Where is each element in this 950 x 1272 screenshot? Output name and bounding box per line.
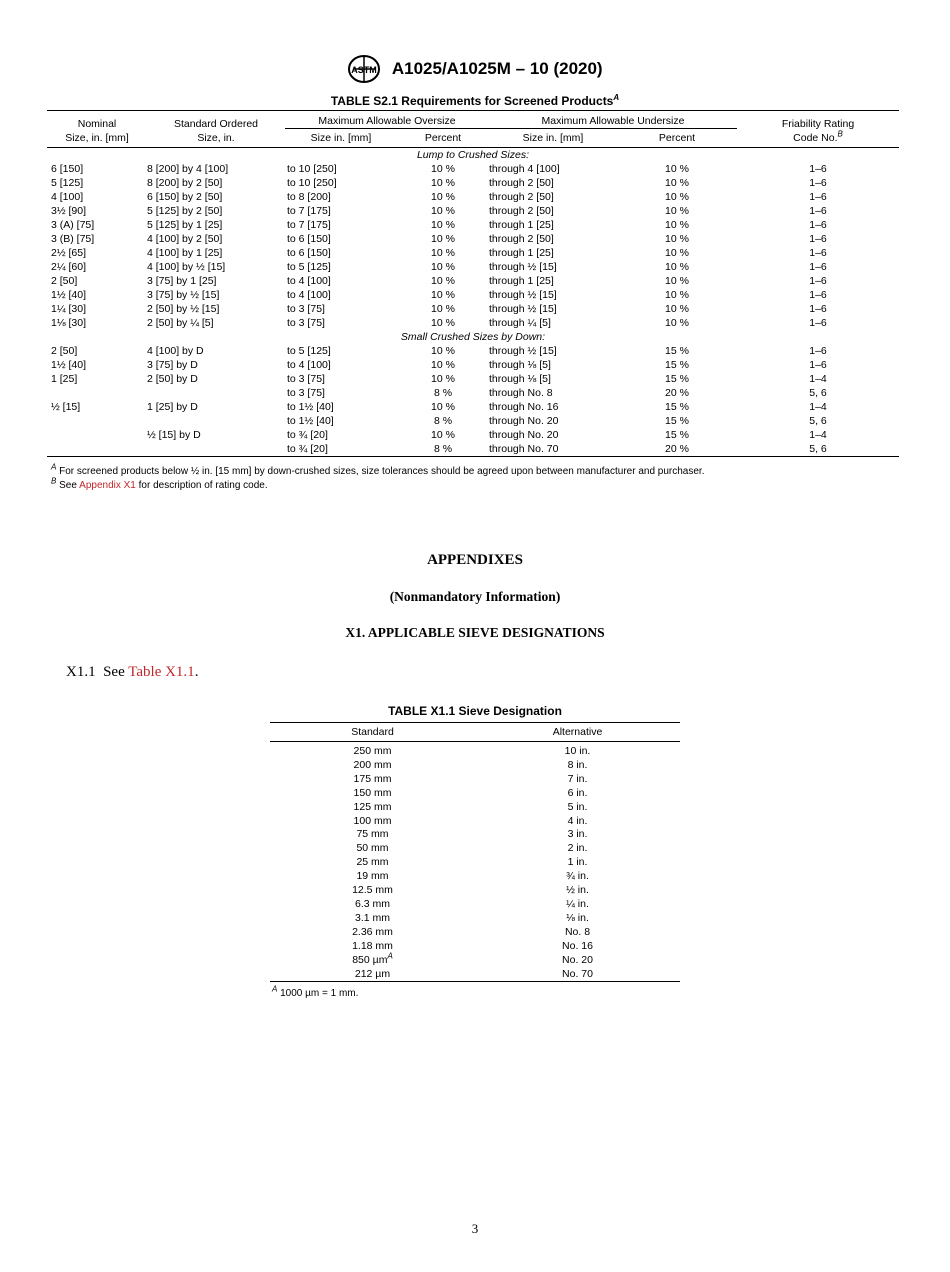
table-cell: 1–6 xyxy=(809,191,827,203)
table-cell: 1–6 xyxy=(809,359,827,371)
section-label: Small Crushed Sizes by Down: xyxy=(400,331,546,343)
table-cell: to 10 [250] xyxy=(287,177,337,189)
section-row xyxy=(47,330,899,344)
table-cell: 10 % xyxy=(431,247,455,259)
table-cell: through ½ [15] xyxy=(489,303,557,315)
table-cell: through 4 [100] xyxy=(489,163,560,175)
table-cell: 1–6 xyxy=(809,275,827,287)
table-cell: through 2 [50] xyxy=(489,205,554,217)
appendix-x1-link[interactable]: Appendix X1 xyxy=(79,480,136,491)
table-cell: ⅛ in. xyxy=(566,911,589,924)
page-header xyxy=(0,54,950,84)
section-row xyxy=(47,148,899,163)
table-cell: 1 [25] by D xyxy=(147,401,198,413)
table-cell: to 4 [100] xyxy=(287,275,331,287)
table-cell: 10 % xyxy=(665,261,689,273)
table-s21-body xyxy=(47,148,899,457)
table-cell: through ½ [15] xyxy=(489,261,557,273)
table-cell: 6 [150] xyxy=(51,163,84,175)
table-cell: 10 % xyxy=(431,205,455,217)
table-cell: through 2 [50] xyxy=(489,191,554,203)
table-cell: 10 % xyxy=(665,191,689,203)
table-cell: No. 8 xyxy=(564,925,591,938)
footnote-ref: A xyxy=(387,951,393,961)
table-cell xyxy=(47,428,147,442)
table-cell: 10 % xyxy=(665,233,689,245)
table-row xyxy=(270,773,680,787)
table-x11-footnote: $^A$ 1000 µm = 1 mm. xyxy=(272,984,359,999)
table-cell: 10 % xyxy=(431,191,455,203)
table-cell: 7 in. xyxy=(567,772,588,785)
table-cell: to 3 [75] xyxy=(287,373,325,385)
table-cell: No. 16 xyxy=(562,939,593,952)
table-cell: through ½ [15] xyxy=(489,289,557,301)
table-cell: 1 in. xyxy=(567,856,588,869)
table-cell: 2.36 mm xyxy=(352,925,393,938)
table-cell: 5 in. xyxy=(567,800,588,813)
table-cell: 2½ [65] xyxy=(51,247,87,259)
table-cell: to 4 [100] xyxy=(287,289,331,301)
table-row xyxy=(47,246,899,260)
table-x11-body xyxy=(270,742,680,982)
col-alternative: Alternative xyxy=(552,726,603,738)
table-cell: 10 % xyxy=(665,177,689,189)
table-cell: 1–6 xyxy=(809,219,827,231)
table-cell: 4 [100] by 2 [50] xyxy=(147,233,223,245)
table-cell: through ⅛ [5] xyxy=(489,373,551,385)
table-cell: to 10 [250] xyxy=(287,163,337,175)
table-cell: 4 [100] by ½ [15] xyxy=(147,261,226,273)
table-cell: through No. 20 xyxy=(489,429,559,441)
table-row xyxy=(270,968,680,982)
table-x1-1-link[interactable]: Table X1.1 xyxy=(128,664,195,680)
table-cell: 1–6 xyxy=(809,345,827,357)
table-row xyxy=(47,400,899,414)
table-cell: to 5 [125] xyxy=(287,261,331,273)
table-cell: 212 µm xyxy=(354,967,391,980)
table-cell: 2 [50] by ½ [15] xyxy=(147,303,220,315)
table-cell xyxy=(147,386,285,400)
table-cell: 1–4 xyxy=(809,401,827,413)
table-cell xyxy=(47,386,147,400)
table-cell: 3 [75] by D xyxy=(147,359,198,371)
table-row xyxy=(47,358,899,372)
table-cell: 1.18 mm xyxy=(352,939,393,952)
table-cell: 1–6 xyxy=(809,177,827,189)
table-cell: 6 [150] by 2 [50] xyxy=(147,191,223,203)
table-cell: 15 % xyxy=(665,359,689,371)
table-cell: 10 % xyxy=(431,261,455,273)
table-cell: 250 mm xyxy=(353,745,392,757)
table-cell: 8 [200] by 2 [50] xyxy=(147,177,223,189)
table-cell xyxy=(47,442,147,457)
table-row xyxy=(270,842,680,856)
table-cell: 15 % xyxy=(665,345,689,357)
table-cell: 10 % xyxy=(665,303,689,315)
table-cell: 5 [125] by 2 [50] xyxy=(147,205,223,217)
table-cell: 10 % xyxy=(665,275,689,287)
table-cell: 5, 6 xyxy=(809,443,827,455)
table-s21-title xyxy=(0,94,950,108)
table-cell: to 3 [75] xyxy=(287,317,325,329)
table-row xyxy=(270,815,680,829)
table-cell: 4 [100] by 1 [25] xyxy=(147,247,223,259)
table-cell: 8 [200] by 4 [100] xyxy=(147,163,229,175)
table-row xyxy=(270,884,680,898)
col-oversize-percent: Percent xyxy=(424,132,462,144)
table-cell: No. 20 xyxy=(562,953,593,966)
table-cell: to 1½ [40] xyxy=(287,415,334,427)
table-cell: to 3 [75] xyxy=(287,387,325,399)
table-row xyxy=(47,176,899,190)
table-x11-title: TABLE X1.1 Sieve Designation xyxy=(388,704,562,718)
table-row xyxy=(47,344,899,358)
table-x11 xyxy=(270,722,680,982)
table-cell: 1–6 xyxy=(809,261,827,273)
table-row xyxy=(47,162,899,176)
x1-section-heading: X1. APPLICABLE SIEVE DESIGNATIONS xyxy=(345,625,605,640)
table-cell: 1–6 xyxy=(809,289,827,301)
table-cell: to 1½ [40] xyxy=(287,401,334,413)
table-cell: ½ in. xyxy=(566,884,589,897)
table-cell: 4 [100] by D xyxy=(147,345,204,357)
table-cell: through ¼ [5] xyxy=(489,317,551,329)
table-row xyxy=(47,386,899,400)
table-cell: 10 % xyxy=(665,247,689,259)
table-cell: 10 % xyxy=(431,233,455,245)
table-cell: 10 % xyxy=(665,219,689,231)
table-cell: 8 % xyxy=(433,415,453,427)
table-cell: 10 % xyxy=(431,345,455,357)
table-cell: 10 % xyxy=(431,401,455,413)
table-cell: 2 [50] xyxy=(51,345,78,357)
table-row xyxy=(47,316,899,330)
table-cell: 20 % xyxy=(665,387,689,399)
table-row xyxy=(270,954,680,968)
col-undersize-percent: Percent xyxy=(658,132,696,144)
table-cell: ¼ in. xyxy=(566,897,589,910)
table-s21 xyxy=(47,110,899,457)
table-cell: 10 % xyxy=(431,219,455,231)
table-cell: 25 mm xyxy=(356,856,389,869)
col-oversize-size: Size in. [mm] xyxy=(310,132,372,144)
table-cell: 20 % xyxy=(665,443,689,455)
table-cell: 125 mm xyxy=(353,800,392,813)
table-cell: 1½ [40] xyxy=(51,289,87,301)
col-oversize-group: Maximum Allowable Oversize xyxy=(285,111,489,129)
table-s21-title-text: TABLE S2.1 Requirements for Screened Products xyxy=(330,94,614,108)
table-cell: 15 % xyxy=(665,373,689,385)
table-cell: to ¾ [20] xyxy=(287,429,328,441)
table-cell: 12.5 mm xyxy=(352,884,393,897)
table-cell: through ½ [15] xyxy=(489,345,557,357)
table-cell: 8 % xyxy=(433,387,453,399)
table-cell: 2 in. xyxy=(567,842,588,855)
col-friability: Friability Rating Code No.$^B$ xyxy=(781,118,855,144)
table-cell: 3 (A) [75] xyxy=(51,219,95,231)
table-cell: to 3 [75] xyxy=(287,303,325,315)
table-cell: 75 mm xyxy=(356,828,389,841)
table-cell: 3.1 mm xyxy=(354,911,390,924)
table-cell: 10 % xyxy=(665,205,689,217)
table-cell: to ¾ [20] xyxy=(287,443,328,455)
table-cell: 100 mm xyxy=(353,814,392,827)
table-cell: 10 % xyxy=(431,289,455,301)
table-row xyxy=(270,870,680,884)
table-cell: 5 [125] by 1 [25] xyxy=(147,219,223,231)
table-cell: 1–4 xyxy=(809,429,827,441)
table-row xyxy=(270,940,680,954)
table-cell: 10 in. xyxy=(564,745,591,757)
table-cell: through 1 [25] xyxy=(489,275,554,287)
table-cell: 2 [50] by ¼ [5] xyxy=(147,317,214,329)
table-cell: 1¼ [30] xyxy=(51,303,87,315)
table-cell: through 2 [50] xyxy=(489,233,554,245)
table-cell: through No. 20 xyxy=(489,415,559,427)
table-cell: 8 in. xyxy=(567,758,588,771)
table-cell: 8 % xyxy=(433,443,453,455)
table-row xyxy=(270,912,680,926)
table-cell: to 4 [100] xyxy=(287,359,331,371)
table-cell: 1–6 xyxy=(809,205,827,217)
table-cell: 1⅛ [30] xyxy=(51,317,87,329)
table-cell: to 8 [200] xyxy=(287,191,331,203)
table-row xyxy=(47,288,899,302)
table-cell: 15 % xyxy=(665,429,689,441)
table-row xyxy=(47,428,899,442)
table-cell: through No. 70 xyxy=(489,443,559,455)
table-cell: 10 % xyxy=(431,163,455,175)
table-cell: 150 mm xyxy=(353,786,392,799)
table-cell: 10 % xyxy=(431,373,455,385)
table-cell xyxy=(147,442,285,457)
table-row xyxy=(47,204,899,218)
table-cell: 10 % xyxy=(431,359,455,371)
table-cell xyxy=(147,414,285,428)
table-cell: through No. 16 xyxy=(489,401,559,413)
document-id: A1025/A1025M – 10 (2020) xyxy=(391,59,603,78)
table-cell: through 2 [50] xyxy=(489,177,554,189)
table-cell: to 5 [125] xyxy=(287,345,331,357)
col-standard: Standard xyxy=(351,726,394,738)
table-row xyxy=(270,898,680,912)
table-cell: 1½ [40] xyxy=(51,359,87,371)
table-cell: 10 % xyxy=(431,303,455,315)
table-cell: 5 [125] xyxy=(51,177,84,189)
table-cell: 3½ [90] xyxy=(51,205,87,217)
table-row xyxy=(270,742,680,759)
table-cell: to 7 [175] xyxy=(287,205,331,217)
table-cell: 3 [75] by ½ [15] xyxy=(147,289,220,301)
table-cell: 15 % xyxy=(665,401,689,413)
table-cell: 10 % xyxy=(431,275,455,287)
table-row xyxy=(270,856,680,870)
col-undersize-group: Maximum Allowable Undersize xyxy=(489,111,737,129)
table-row xyxy=(47,190,899,204)
table-row xyxy=(270,801,680,815)
paragraph-number: X1.1 xyxy=(66,664,96,680)
table-s21-footnote-b: $^B$ See Appendix X1 for description of rating code. xyxy=(51,476,268,491)
table-row xyxy=(270,787,680,801)
table-row xyxy=(47,260,899,274)
table-cell: through 1 [25] xyxy=(489,219,554,231)
table-cell: 1–4 xyxy=(809,373,827,385)
table-row xyxy=(47,218,899,232)
table-cell: 200 mm xyxy=(353,758,392,771)
astm-logo-icon xyxy=(347,54,381,84)
nonmandatory-heading: (Nonmandatory Information) xyxy=(389,589,561,604)
footnote-ref: A xyxy=(613,93,620,102)
table-row xyxy=(270,926,680,940)
table-cell: 10 % xyxy=(431,429,455,441)
table-row xyxy=(270,759,680,773)
table-cell: 3 (B) [75] xyxy=(51,233,95,245)
table-row xyxy=(47,232,899,246)
table-cell: 1–6 xyxy=(809,303,827,315)
table-cell: 15 % xyxy=(665,415,689,427)
table-cell: 6.3 mm xyxy=(354,897,390,910)
table-row xyxy=(47,302,899,316)
table-cell: 6 in. xyxy=(567,786,588,799)
table-cell: 10 % xyxy=(665,163,689,175)
table-cell: 4 in. xyxy=(567,814,588,827)
table-cell: 5, 6 xyxy=(809,387,827,399)
table-cell: through ⅛ [5] xyxy=(489,359,551,371)
table-cell: 1–6 xyxy=(809,233,827,245)
table-cell: No. 70 xyxy=(562,967,593,980)
table-cell: 1–6 xyxy=(809,317,827,329)
table-cell: 2 [50] by D xyxy=(147,373,198,385)
table-cell: 10 % xyxy=(665,289,689,301)
logo-text: ASTM xyxy=(351,65,378,75)
col-undersize-size: Size in. [mm] xyxy=(522,132,584,144)
table-cell: ½ [15] by D xyxy=(147,429,201,441)
appendixes-heading: APPENDIXES xyxy=(427,552,523,568)
table-cell: 50 mm xyxy=(356,842,389,855)
table-row xyxy=(47,274,899,288)
table-cell: 1–6 xyxy=(809,163,827,175)
col-nominal: Nominal Size, in. [mm] xyxy=(65,118,129,144)
table-row xyxy=(47,442,899,457)
table-cell: 10 % xyxy=(431,177,455,189)
table-cell: 1 [25] xyxy=(51,373,78,385)
paragraph-x1-1: X1.1 See Table X1.1. xyxy=(66,664,199,680)
table-cell: 850 µm$^A$ xyxy=(352,951,393,966)
table-cell: ½ [15] xyxy=(51,401,81,413)
table-row xyxy=(47,372,899,386)
table-cell: 5, 6 xyxy=(809,415,827,427)
page-number: 3 xyxy=(471,1221,479,1236)
table-cell xyxy=(47,414,147,428)
table-cell: 19 mm xyxy=(356,870,389,883)
table-cell: to 6 [150] xyxy=(287,247,331,259)
col-standard-ordered: Standard Ordered Size, in. xyxy=(173,118,259,144)
table-cell: 1–6 xyxy=(809,247,827,259)
table-cell: through No. 8 xyxy=(489,387,553,399)
table-cell: 2 [50] xyxy=(51,275,78,287)
table-cell: 10 % xyxy=(665,317,689,329)
table-cell: 4 [100] xyxy=(51,191,84,203)
table-cell: through 1 [25] xyxy=(489,247,554,259)
table-cell: to 7 [175] xyxy=(287,219,331,231)
table-cell: 175 mm xyxy=(353,772,392,785)
table-cell: 3 in. xyxy=(567,828,588,841)
table-row xyxy=(47,414,899,428)
table-s21-footnote-a: $^A$ For screened products below ½ in. [15 mm] by down-crushed sizes, size tolerances should be agreed upon between manufacturer and purchaser. xyxy=(51,462,705,477)
table-cell: 10 % xyxy=(431,317,455,329)
section-label: Lump to Crushed Sizes: xyxy=(416,149,530,161)
table-cell: 3 [75] by 1 [25] xyxy=(147,275,217,287)
table-cell: to 6 [150] xyxy=(287,233,331,245)
table-cell: 2¼ [60] xyxy=(51,261,87,273)
table-row xyxy=(270,828,680,842)
table-cell: ¾ in. xyxy=(566,870,589,883)
